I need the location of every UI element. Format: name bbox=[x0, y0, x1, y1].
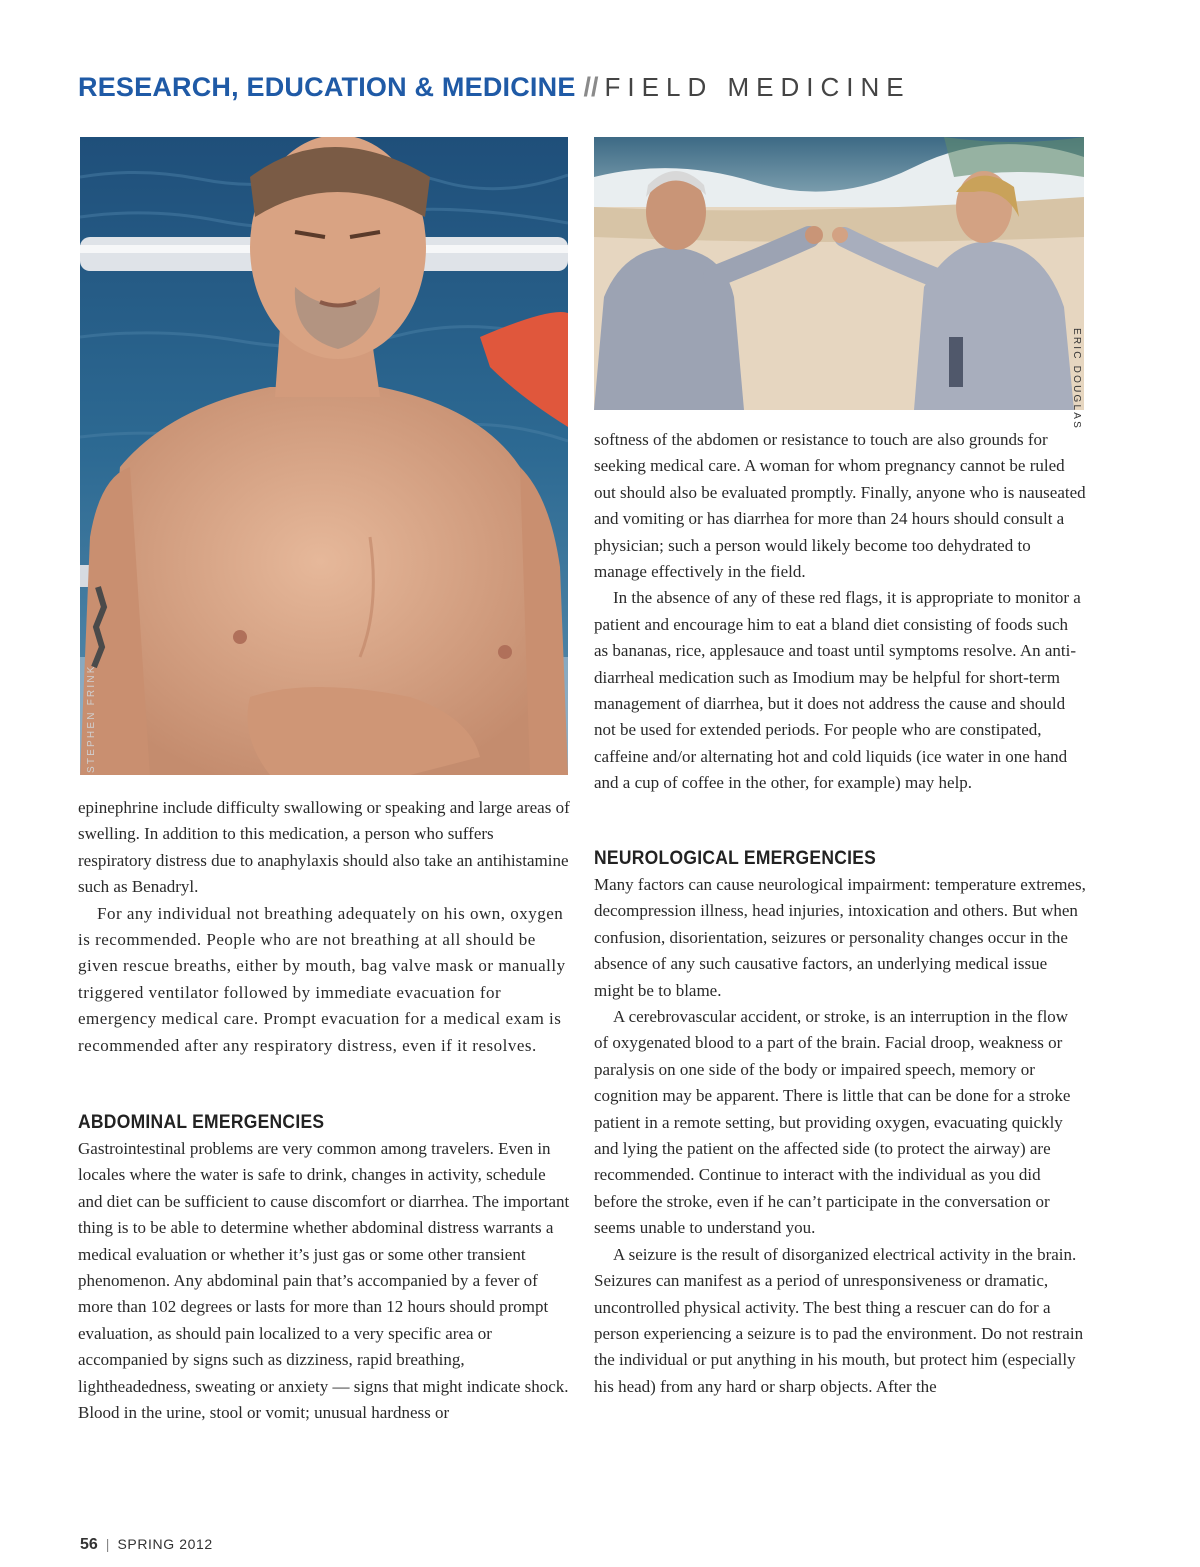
paragraph-gastrointestinal: Gastrointestinal problems are very common among travelers. Even in locales where the water is safe to drink, changes in activity, schedule and diet can be sufficient to cause discomfort or diarrhea. The important thing is to be able to determine whether abdominal distress warrants a medical evaluation or whether it’s just gas or some other transient phenomenon. Any abdominal pain that’s accompanied by a fever of more than 102 degrees or lasts for more than 12 hours should prompt evaluation, as should pain localized to a very specific area or accompanied by signs such as dizziness, rapid breathing, lightheadedness, sweating or anxiety — signs that might indicate shock. Blood in the urine, stool or vomit; unusual hardness or bbox=[78, 1139, 570, 1423]
photo-man-illustration bbox=[80, 137, 568, 775]
subsection-title: FIELD MEDICINE bbox=[604, 72, 911, 102]
paragraph-abdomen-grounds: softness of the abdomen or resistance to touch are also grounds for seeking medical care. A woman for whom pregnancy cannot be ruled out should also be evaluated promptly. Finally, anyone who is nauseated and vomiting or has diarrhea for more than 24 hours should consult a physician; such a person would likely become too dehydrated to manage effectively in the field. bbox=[594, 430, 1086, 582]
paragraph-stroke: A cerebrovascular accident, or stroke, is an interruption in the flow of oxygenated blood to a part of the brain. Facial droop, weakness or paralysis on one side of the body or impaired speech, memory or cognition may be apparent. There is little that can be done for a stroke patient in a remote setting, but providing oxygen, evacuating quickly and lying the patient on the affected side (to protect the airway) are recommended. Continue to interact with the individual as you did before the stroke, even if he can’t participate in the conversation or seems unable to understand you. bbox=[594, 1007, 1071, 1238]
photo-credit-left: STEPHEN FRINK bbox=[86, 664, 97, 773]
left-column-upper bbox=[78, 795, 570, 1059]
right-column-upper bbox=[594, 427, 1086, 797]
paragraph-bland-diet: In the absence of any of these red flags, it is appropriate to monitor a patient and encourage him to eat a bland diet consisting of foods such as bananas, rice, applesauce and toast until symptoms resolve. An anti-diarrheal medication such as Imodium may be helpful for short-term management of diarrhea, but it does not address the cause and should not be used for extended periods. For people who are constipated, caffeine and/or alternating hot and cold liquids (ice water in one hand and a cup of coffee in the other, for example) may help. bbox=[594, 588, 1081, 793]
paragraph-oxygen: For any individual not breathing adequately on his own, oxygen is recommended. People who are not breathing at all should be given rescue breaths, either by mouth, bag valve mask or manually triggered ventilator followed by immediate evacuation for emergency medical care. Prompt evacuation for a medical exam is recommended after any respiratory distress, even if it resolves. bbox=[78, 903, 566, 1055]
paragraph-neuro-factors: Many factors can cause neurological impairment: temperature extremes, decompression illness, head injuries, intoxication and others. But when confusion, disorientation, seizures or personality changes occur in the absence of any such causative factors, an underlying medical issue might be to blame. bbox=[594, 875, 1086, 1000]
photo-beach-neuro-exam bbox=[594, 137, 1084, 410]
photo-beach-illustration bbox=[594, 137, 1084, 410]
footer-divider: | bbox=[105, 1536, 110, 1552]
section-title: RESEARCH, EDUCATION & MEDICINE bbox=[78, 72, 576, 102]
photo-credit-right: ERIC DOUGLAS bbox=[1071, 328, 1082, 430]
paragraph-seizure: A seizure is the result of disorganized electrical activity in the brain. Seizures can manifest as a period of unresponsiveness or dramatic, uncontrolled physical activity. The best thing a rescuer can do for a person experiencing a seizure is to pad the environment. Do not restrain the individual or put anything in his mouth, but protect him (especially his head) from any hard or sharp objects. After the bbox=[594, 1244, 1084, 1396]
left-column-lower bbox=[78, 1110, 570, 1426]
heading-abdominal-emergencies: ABDOMINAL EMERGENCIES bbox=[78, 1112, 325, 1133]
running-header bbox=[78, 72, 1128, 108]
page-footer bbox=[80, 1536, 213, 1554]
paragraph-anaphylaxis: epinephrine include difficulty swallowing or speaking and large areas of swelling. In addition to this medication, a person who suffers respiratory distress due to anaphylaxis should also take an antihistamine such as Benadryl. bbox=[78, 798, 570, 897]
photo-man-abdominal-pain bbox=[80, 137, 568, 775]
header-separator: // bbox=[583, 72, 599, 102]
heading-neurological-emergencies: NEUROLOGICAL EMERGENCIES bbox=[594, 848, 877, 869]
right-column-lower bbox=[594, 846, 1086, 1400]
page-number: 56 bbox=[80, 1536, 98, 1553]
issue-label: SPRING 2012 bbox=[117, 1536, 213, 1552]
